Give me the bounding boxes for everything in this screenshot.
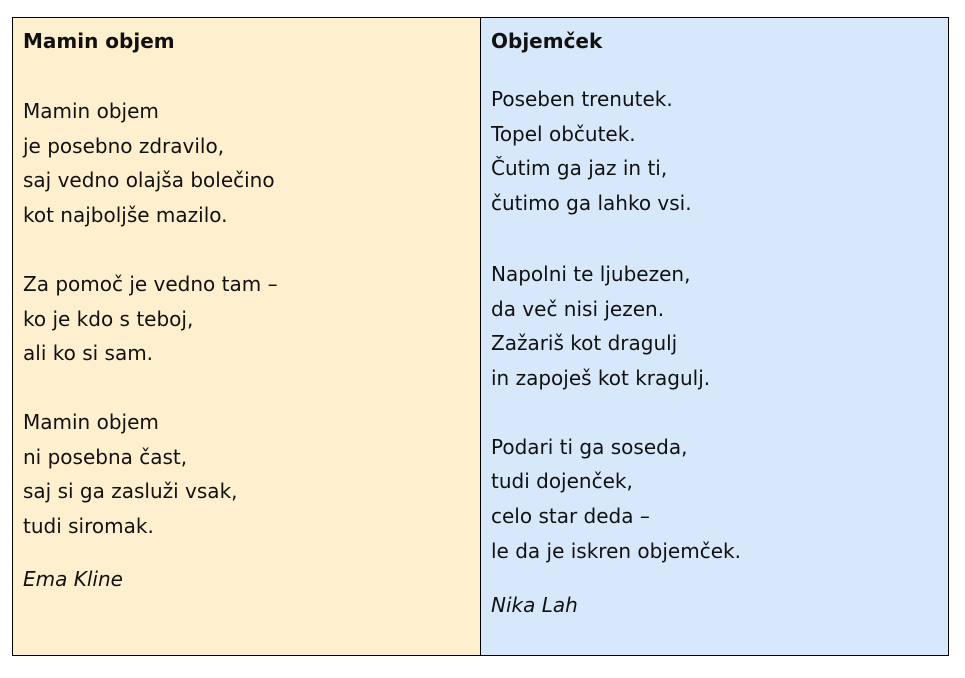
right-poem-cell <box>481 18 948 655</box>
poem-line: Topel občutek. <box>491 121 636 146</box>
poem-line: saj vedno olajša bolečino <box>23 168 275 193</box>
left-stanza-2 <box>23 267 470 371</box>
poem-line: je posebno zdravilo, <box>23 133 225 158</box>
poem-line: tudi siromak. <box>23 514 154 539</box>
poem-line: Poseben trenutek. <box>491 87 673 111</box>
spacer <box>491 568 938 588</box>
poem-line: Mamin objem <box>23 409 159 434</box>
spacer <box>23 58 470 94</box>
poem-table <box>12 17 949 656</box>
right-stanza-1 <box>491 82 938 221</box>
left-stanza-3 <box>23 405 470 544</box>
poem-line: ko je kdo s teboj, <box>23 306 194 331</box>
poem-line: Podari ti ga soseda, <box>491 434 688 459</box>
poem-line: Za pomoč je vedno tam – <box>23 271 278 296</box>
poem-line: celo star deda – <box>491 504 650 529</box>
left-poem-title: Mamin objem <box>23 29 175 53</box>
poem-line: in zapoješ kot kragulj. <box>491 365 711 390</box>
right-stanza-3 <box>491 430 938 569</box>
poem-line: saj si ga zasluži vsak, <box>23 479 238 504</box>
spacer <box>23 233 470 267</box>
poem-line: tudi dojenček, <box>491 469 633 494</box>
left-poem-cell <box>13 18 481 655</box>
poem-line: Napolni te ljubezen, <box>491 261 691 286</box>
spacer <box>23 371 470 405</box>
poem-line: kot najboljše mazilo. <box>23 203 228 228</box>
poem-line: Zažariš kot dragulj <box>491 331 678 356</box>
poem-line: ni posebna čast, <box>23 444 188 469</box>
right-poem-author: Nika Lah <box>491 593 578 618</box>
spacer <box>491 396 938 430</box>
poem-line: le da je iskren objemček. <box>491 538 741 563</box>
spacer <box>23 544 470 562</box>
poem-line: Mamin objem <box>23 99 159 123</box>
spacer <box>491 58 938 82</box>
spacer <box>491 221 938 257</box>
poem-line: Čutim ga jaz in ti, <box>491 156 668 181</box>
left-poem-author: Ema Kline <box>23 566 123 591</box>
right-stanza-2 <box>491 257 938 396</box>
poem-line: čutimo ga lahko vsi. <box>491 191 692 216</box>
right-poem-title: Objemček <box>491 29 603 53</box>
poem-line: da več nisi jezen. <box>491 296 665 321</box>
left-stanza-1 <box>23 94 470 233</box>
poem-line: ali ko si sam. <box>23 341 154 366</box>
